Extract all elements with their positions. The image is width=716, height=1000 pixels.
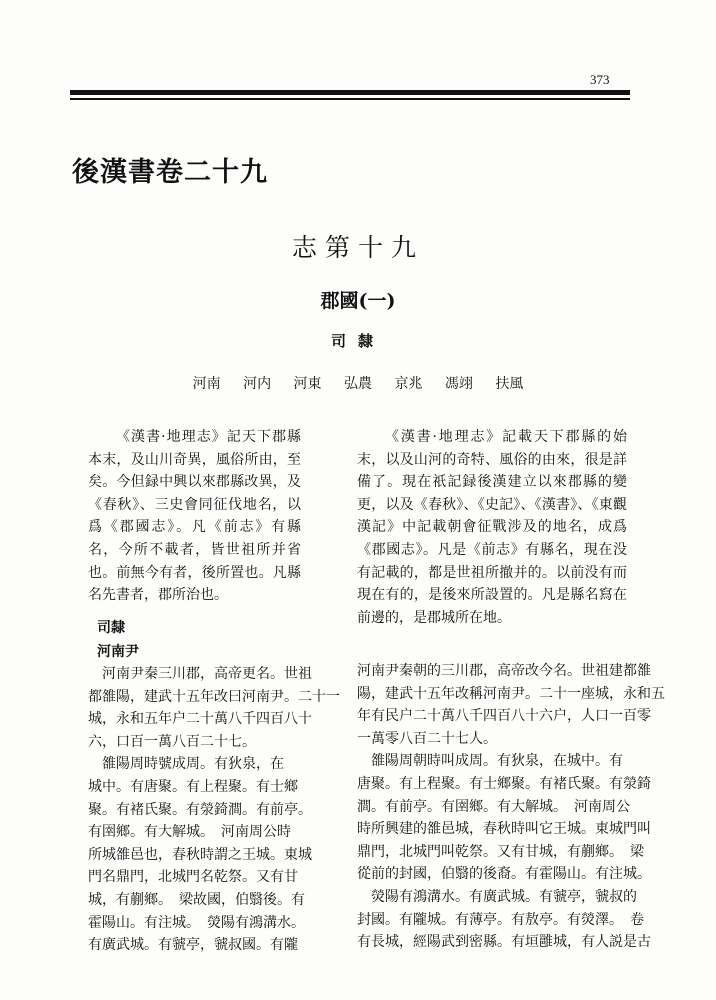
- text-line: 雒陽周朝時叫成周。有狄泉，在城中。有: [371, 753, 623, 770]
- region-title: 司隸: [330, 332, 385, 350]
- text-line: 門名鼎門，北城門名乾祭。又有甘: [88, 869, 298, 886]
- page-number: 373: [590, 72, 610, 87]
- translation-intro-text: 《漢書·地理志》記載天下郡縣的始末，以及山河的奇特、風俗的由來，很是詳備了。現在祇記録後漢建立以來郡縣的變更，以及《春秋》、《史記》、《漢書》、《東觀漢記》中記載朝會征戰涉及的地名，成爲《郡國志》。凡是《前志》有縣名，現在没有記載的，都是世祖所撤并的。以前没有而現在有的，是後來所設置的。凡是縣名寫在前邊的，是郡城所在地。: [357, 429, 627, 626]
- text-line: 有圉鄉。有大解城。 河南周公時: [88, 824, 291, 841]
- chapter-title: 郡國(一): [320, 290, 396, 312]
- text-line: 河南尹秦三川郡，高帝更名。世祖: [102, 666, 312, 682]
- text-line: 聚。有褚氏聚。有滎錡澗。有前亭。: [88, 801, 312, 818]
- translation-intro-paragraph: [357, 426, 627, 629]
- text-line: 鼎門，北城門叫乾祭。又有甘城，有蒯鄉。 梁: [357, 843, 644, 860]
- text-line: 城，有蒯鄉。 梁故國，伯翳後。有: [88, 891, 305, 908]
- text-line: 澗。有前亭。有圉鄉。有大解城。 河南周公: [357, 798, 630, 815]
- text-line: 雒陽周時號成周。有狄泉，在: [102, 756, 284, 773]
- book-title: 後漢書卷二十九: [72, 157, 268, 188]
- text-line: 有長城，經陽武到密縣。有垣雝城，有人説是古: [357, 934, 651, 951]
- text-line: 一萬零八百二十七人。: [357, 730, 497, 747]
- translation-body-text: [357, 660, 665, 954]
- text-line: 六，口百一萬八百二十七。: [88, 733, 256, 750]
- text-line: 河南尹秦朝的三川郡，高帝改今名。世祖建都雒: [357, 663, 651, 679]
- header-rule-thin: [70, 98, 630, 100]
- commandery-list: 河南 河内 河東 弘農 京兆 馮翊 扶風: [192, 376, 524, 392]
- text-line: 從前的封國，伯翳的後裔。有霍陽山。有注城。: [357, 866, 651, 883]
- text-line: 城，永和五年户二十萬八千四百八十: [88, 711, 312, 728]
- text-line: 封國。有隴城。有薄亭。有敖亭。有熒澤。 卷: [357, 911, 644, 928]
- text-line: 年有民户二十萬八千四百八十六户，人口一百零: [357, 708, 651, 725]
- text-line: 時所興建的雒邑城，春秋時叫它王城。東城門叫: [357, 821, 651, 838]
- classical-intro-paragraph: [88, 426, 301, 607]
- text-line: 陽，建武十五年改稱河南尹。二十一座城，永和五: [357, 685, 665, 702]
- text-line: 城中。有唐聚。有上程聚。有士鄉: [88, 778, 298, 795]
- text-line: 唐聚。有上程聚。有士鄉聚。有褚氏聚。有滎錡: [357, 775, 651, 792]
- text-line: 霍陽山。有注城。 熒陽有鴻溝水。: [88, 914, 305, 931]
- text-line: 熒陽有鴻溝水。有廣武城。有虢亭，虢叔的: [371, 888, 637, 905]
- commandery-subheading: 河南尹: [97, 644, 139, 660]
- text-line: 有廣武城。有虢亭，虢叔國。有隴: [88, 937, 298, 954]
- text-line: 都雒陽，建武十五年改曰河南尹。二十一: [88, 688, 340, 705]
- text-line: 所城雒邑也，春秋時謂之王城。東城: [88, 846, 312, 863]
- classical-intro-text: 《漢書·地理志》記天下郡縣本末，及山川奇異，風俗所由，至矣。今但録中興以來郡縣改異，及《春秋》、三史會同征伐地名，以爲《郡國志》。凡《前志》有縣名，今所不載者，皆世祖所并省也。前無今有者，後所置也。凡縣名先書者，郡所治也。: [88, 429, 301, 604]
- header-rule-thick: [70, 90, 630, 95]
- region-subheading: 司隸: [97, 620, 125, 636]
- section-title: 志第十九: [291, 233, 424, 262]
- classical-body-text: [88, 663, 340, 957]
